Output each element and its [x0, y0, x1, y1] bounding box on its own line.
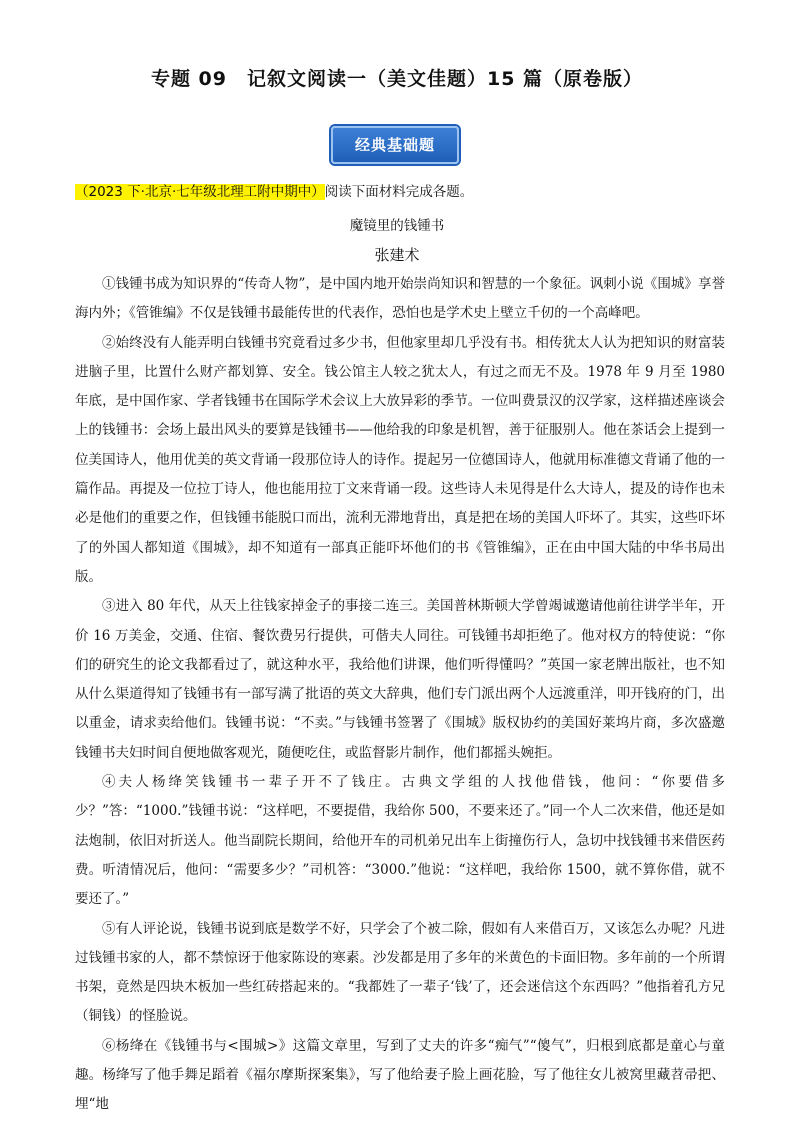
article-body [75, 270, 725, 1120]
paragraph-4: ④夫人杨绛笑钱锺书一辈子开不了钱庄。古典文学组的人找他借钱，他问：“你要借多少？”答：“1000.”钱锺书说：“这样吧，不要提借，我给你 500，不要来还了。”同一个人二次来借，他还是如法炮制，依旧对折送人。他当副院长期间，给他开车的司机弟兄出车上街撞伤行人，急切中找钱锺书来借医药费。听清情况后，他问：“需要多少？”司机答：“3000.”他说：“这样吧，我给你 1500，就不算你借，就不要还了。” [75, 774, 725, 908]
section-badge-label: 经典基础题 [331, 126, 459, 164]
paragraph-5: ⑤有人评论说，钱锺书说到底是数学不好，只学会了个被二除，假如有人来借百万，又该怎么办呢？凡进过钱锺书家的人，都不禁惊讶于他家陈设的寒素。沙发都是用了多年的米黄色的卡面旧物。多年前的一个所谓书架，竟然是四块木板加一些红砖搭起来的。“我都姓了一辈子‘钱’了，还会迷信这个东西吗？”他指着孔方兄（铜钱）的怪脸说。 [75, 920, 725, 1025]
paragraph-3: ③进入 80 年代，从天上往钱家掉金子的事接二连三。美国普林斯顿大学曾竭诚邀请他前往讲学半年，开价 16 万美金，交通、住宿、餐饮费另行提供，可偕夫人同往。可钱锺书却拒绝了。他对权方的特使说：“你们的研究生的论文我都看过了，就这种水平，我给他们讲课，他们听得懂吗？”英国一家老牌出版社，也不知从什么渠道得知了钱锺书有一部写满了批语的英文大辞典，他们专门派出两个人远渡重洋，叩开钱府的门，出以重金，请求卖给他们。钱锺书说：“不卖。”与钱锺书签署了《围城》版权协约的美国好莱坞片商，多次盛邀钱锺书夫妇时间自便地做客观光，随便吃住，或监督影片制作，他们都摇头婉拒。 [75, 598, 725, 761]
article-title: 魔镜里的钱锺书 [349, 218, 445, 234]
question-source-line [75, 180, 473, 200]
section-badge [327, 122, 461, 166]
paragraph-1: ①钱锺书成为知识界的“传奇人物”，是中国内地开始崇尚知识和智慧的一个象征。讽刺小说《围城》享誉海内外；《管锥编》不仅是钱锺书最能传世的代表作，恐怕也是学术史上壁立千仞的一个高峰吧。 [75, 276, 725, 322]
paragraph-2: ②始终没有人能弄明白钱锺书究竟看过多少书，但他家里却几乎没有书。相传犹太人认为把知识的财富装进脑子里，比置什么财产都划算、安全。钱公馆主人较之犹太人，有过之而无不及。1978 年 9 月至 1980 年底，是中国作家、学者钱锺书在国际学术会议上大放异彩的季节。一位叫费景汉的汉学家，这样描述座谈会上的钱锺书：会场上最出风头的要算是钱锺书——他给我的印象是机智，善于征服别人。他在茶话会上提到一位美国诗人，他用优美的英文背诵一段那位诗人的诗作。提起另一位德国诗人，他就用标准德文背诵了他的一篇作品。再提及一位拉丁诗人，他也能用拉丁文来背诵一段。这些诗人未见得是什么大诗人，提及的诗作也未必是他们的重要之作，但钱锺书能脱口而出，流利无滞地背出，真是把在场的美国人吓坏了。其实，这些吓坏了的外国人都知道《围城》，却不知道有一部真正能吓坏他们的书《管锥编》，正在由中国大陆的中华书局出版。 [75, 334, 725, 585]
page-title: 专题 09 记叙文阅读一（美文佳题）15 篇（原卷版） [150, 68, 644, 90]
question-instruction: 阅读下面材料完成各题。 [324, 184, 474, 200]
paragraph-6: ⑥杨绛在《钱锺书与<围城>》这篇文章里，写到了丈夫的许多“痴气”“傻气”，归根到底都是童心与童趣。杨绛写了他手舞足蹈着《福尔摩斯探案集》，写了他给妻子脸上画花脸，写了他往女儿被窝里藏苕帚把、埋“地 [75, 1037, 725, 1113]
question-source-tag: （2023 下·北京·七年级北理工附中期中） [75, 184, 325, 200]
article-author: 张建术 [374, 246, 420, 264]
